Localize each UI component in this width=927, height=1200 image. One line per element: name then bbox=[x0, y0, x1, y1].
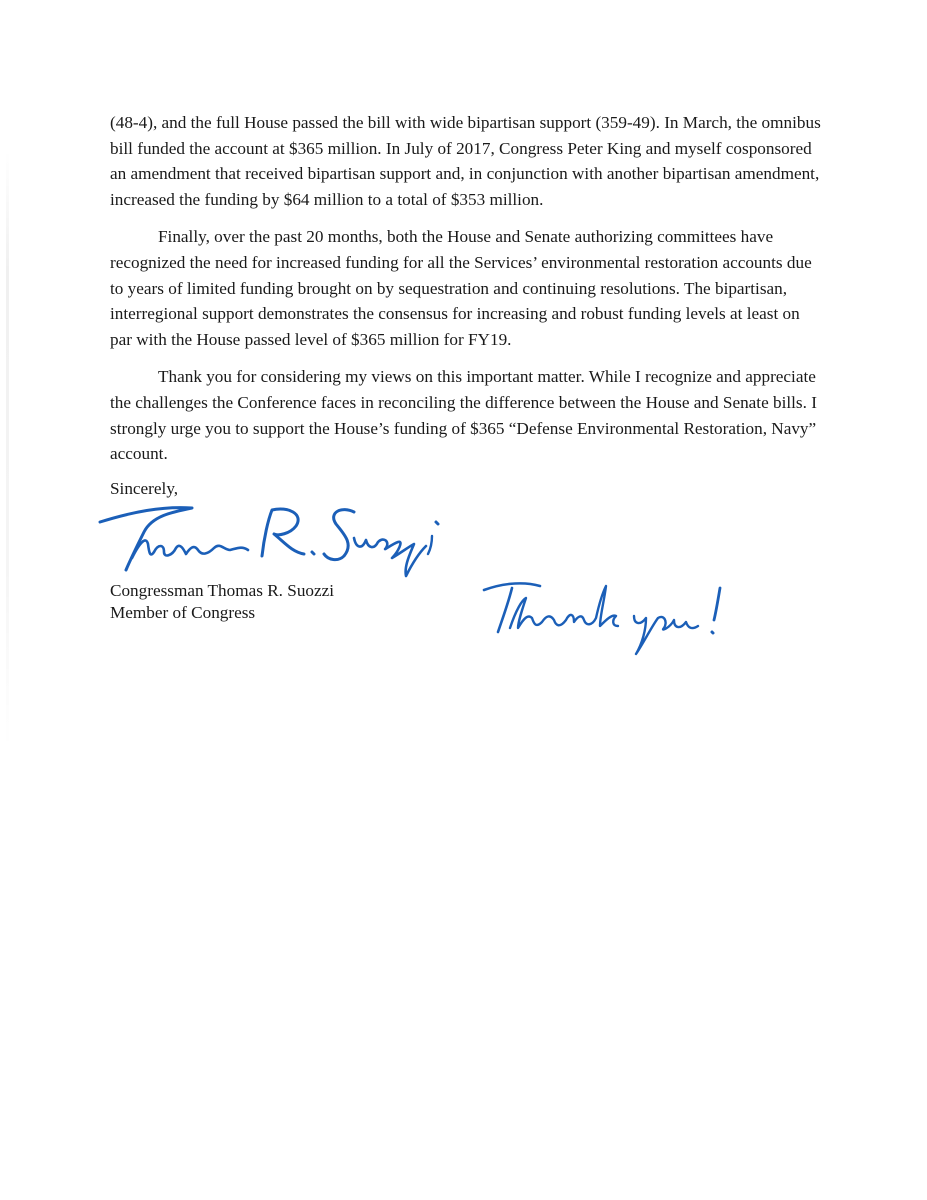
handwritten-signature bbox=[92, 492, 452, 582]
signature-block bbox=[110, 580, 334, 624]
scan-edge-shadow bbox=[6, 150, 9, 750]
paragraph-continuation: (48-4), and the full House passed the bill with wide bipartisan support (359-49). In March, the omnibus bill funded the account at $365 million. In July of 2017, Congress Peter King and myself cosponsored an amendment that received bipartisan support and, in conjunction with another bipartisan amendment, increased the funding by $64 million to a total of $353 million. bbox=[110, 113, 821, 209]
closing-salutation: Sincerely, bbox=[110, 479, 179, 498]
letter-body bbox=[110, 110, 822, 479]
paragraph-thank-you: Thank you for considering my views on this important matter. While I recognize and appreciate the challenges the Conference faces in reconciling the difference between the House and Senate bills. I strongly urge you to support the House’s funding of $365 “Defense Environmental Restoration, Navy” account. bbox=[110, 367, 817, 464]
handwritten-thank-you-note bbox=[476, 570, 736, 660]
signer-title: Member of Congress bbox=[110, 603, 256, 622]
signer-name: Congressman Thomas R. Suozzi bbox=[110, 581, 335, 600]
paragraph-authorizing-committees: Finally, over the past 20 months, both the House and Senate authorizing committees have recognized the need for increased funding for all the Services’ environmental restoration accounts due to years of limited funding brought on by sequestration and continuing resolutions. The bipartisan, interregional support demonstrates the consensus for increasing and robust funding levels at least on par with the House passed level of $365 million for FY19. bbox=[110, 227, 812, 349]
